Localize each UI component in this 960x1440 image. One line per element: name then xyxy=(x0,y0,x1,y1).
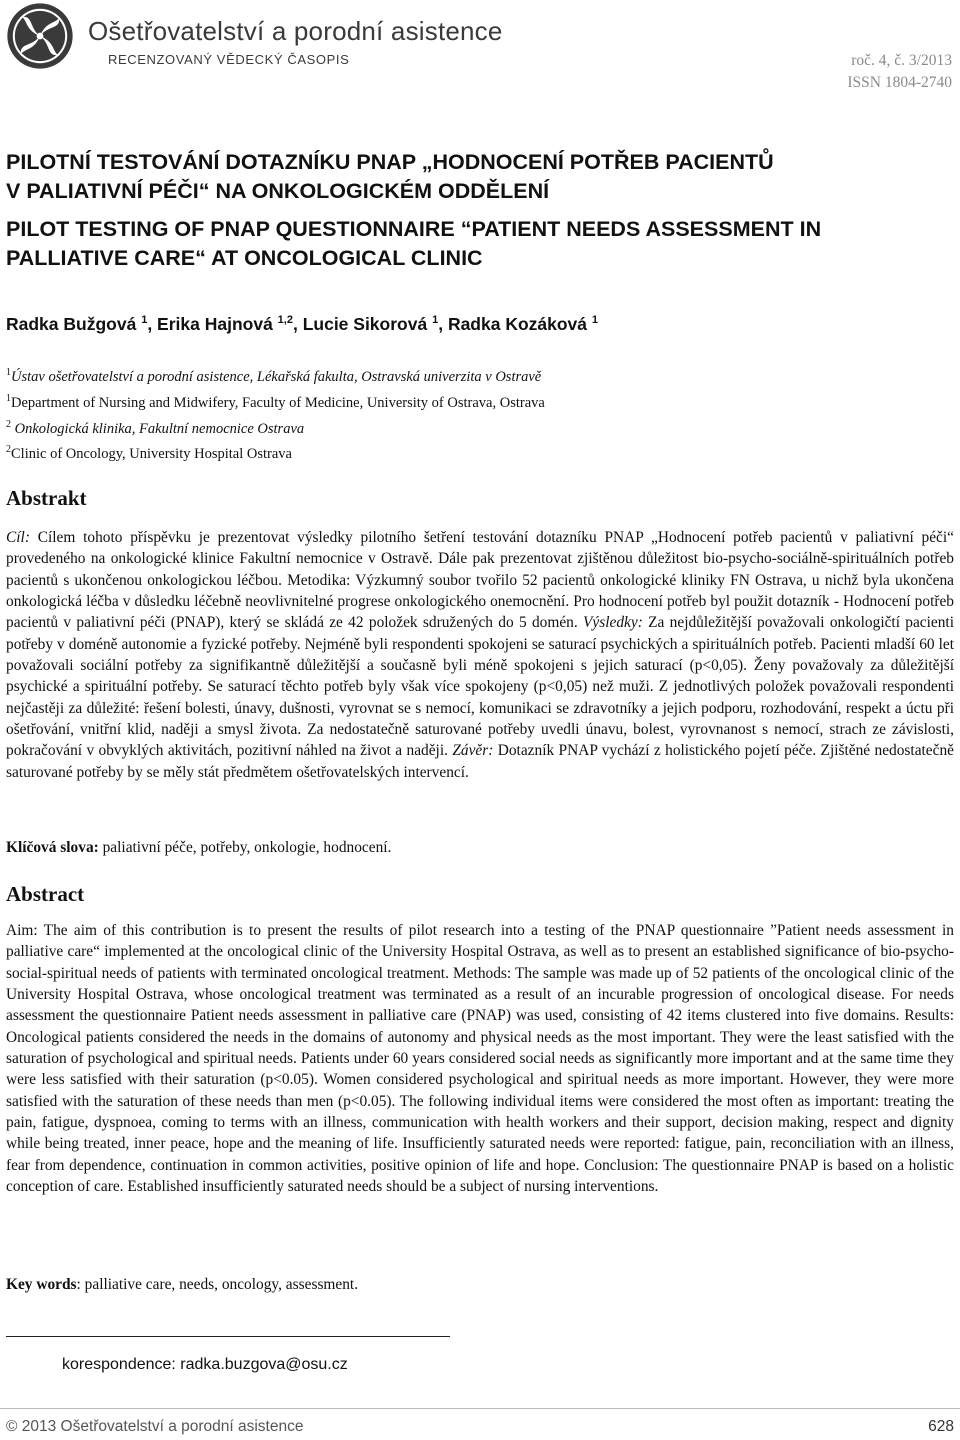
author: Radka Bužgová $^1$, xyxy=(6,314,158,334)
results-label: Výsledky: xyxy=(583,614,643,632)
author-list xyxy=(6,314,954,335)
affiliation: $^2$ Onkologická klinika, Fakultní nemocnice Ostrava xyxy=(6,418,305,437)
affiliations xyxy=(6,362,954,465)
abstrakt-heading: Abstrakt xyxy=(6,486,87,510)
keywords-czech: Klíčová slova: paliativní péče, potřeby, onkologie, hodnocení. xyxy=(6,839,392,856)
journal-logo-icon xyxy=(6,2,74,70)
issue-info xyxy=(847,50,952,94)
abstrakt-body xyxy=(6,527,954,783)
affiliation: $^2$Clinic of Oncology, University Hospital Ostrava xyxy=(6,444,292,463)
keywords-english: Key words: palliative care, needs, oncology, assessment. xyxy=(6,1276,359,1293)
journal-header xyxy=(6,2,956,94)
footnote-divider xyxy=(6,1336,450,1337)
footer-copyright: © 2013 Ošetřovatelství a porodní asistence xyxy=(6,1418,304,1435)
journal-subtitle: RECENZOVANÝ VĚDECKÝ ČASOPIS xyxy=(108,52,350,67)
aim-label: Cíl: xyxy=(6,529,30,546)
author: Lucie Sikorová $^1$, xyxy=(302,314,448,334)
methods-text: Výzkumný soubor tvořilo 52 pacientů onkologické kliniky FN Ostrava, u nichž byla ukončena onkologická léčba v důsledku léčebně neovlivnitelné progrese onkologického onemocnění. Pro hodnocení potřeb byl použit dotazník - Hodnocení potřeb pacientů v paliativní péči (PNAP), který se skládá ze 42 položek sdružených do 5 domén. xyxy=(6,571,954,632)
conclusion-label: Závěr: xyxy=(452,742,494,760)
correspondence: korespondence: radka.buzgova@osu.cz xyxy=(62,1356,348,1373)
aim-text: Cílem tohoto příspěvku je prezentovat výsledky pilotního šetření testování dotazníku PNAP „Hodnocení potřeb pacientů v paliativní péči“ provedeného na onkologické klinice Fakultní nemocnice v Ostravě. Dále pak prezentovat zjištěnou důležitost bio-psycho-sociálně-spirituálních potřeb pacientů s ukončenou onkologickou léčbou. xyxy=(6,529,954,589)
author: Erika Hajnová $^{1,2}$, xyxy=(157,314,303,334)
issn: ISSN 1804-2740 xyxy=(847,74,952,91)
affiliation: $^1$Department of Nursing and Midwifery, Faculty of Medicine, University of Ostrava, Ostrava xyxy=(6,392,545,411)
methods-label: Metodika: xyxy=(287,571,351,589)
abstract-body: Aim: The aim of this contribution is to present the results of pilot research into a testing of the PNAP questionnaire ”Patient needs assessment in palliative care“ implemented at the oncological clinic of the University Hospital Ostrava, as well as to present an established significance of bio-psycho-social-spiritual needs of patients with terminated oncological treatment. Methods: The sample was made up of 52 patients of the oncological clinic of the University Hospital Ostrava, whose oncological treatment was terminated as a result of an incurable progression of oncological disease. For needs assessment the questionnaire Patient needs assessment in palliative care (PNAP) was used, consisting of 42 items clustered into five domains. Results: Oncological patients considered the needs in the domains of autonomy and physical needs as the most important. They were the least satisfied with the saturation of psychological and spiritual needs. Patients under 60 years considered social needs as significantly more important and at the same time they were less satisfied with their saturation (p<0.05). Women considered psychological and spiritual needs as more important. However, they were more satisfied with the saturation of these needs than men (p<0.05). The following individual items were considered the most often as important: treating the pain, fatigue, dyspnoea, coming to terms with an illness, communication with health workers and their support, decision making, respect and dignity while being treated, inner peace, hope and the meaning of life. Insufficiently saturated needs were reported: fatigue, pain, reconciliation with an illness, fear from dependence, continuation in common activities, positive opinion of life and hope. Conclusion: The questionnaire PNAP is based on a holistic conception of care. Established insufficiently saturated needs should be a subject of nursing interventions. xyxy=(6,922,954,1196)
title-english: PILOT TESTING OF PNAP QUESTIONNAIRE “PATIENT NEEDS ASSESSMENT IN PALLIATIVE CARE“ AT ONCOLOGICAL CLINIC xyxy=(6,217,822,270)
issue-number: roč. 4, č. 3/2013 xyxy=(851,52,952,69)
results-text: Za nejdůležitější považovali onkologičtí pacienti potřeby v doméně autonomie a fyzické potřeby. Nejméně byli respondenti spokojeni se saturací psychických a spirituálních potřeb. Pacienti mladší 60 let považovali sociální potřeby za signifikantně důležitější a současně byli méně spokojeni s jejich saturací (p<0,05). Ženy považovaly za důležitější psychické a spirituální potřeby. Se saturací těchto potřeb byly však více spokojeny (p<0,05) než muži. Z jednotlivých položek považovali respondenti nejčastěji za důležité: řešení bolesti, únavy, dušnosti, vyrovnat se s nemocí, komunikaci se zdravotníky a jejich podporu, rozhodování, respekt a úctu při ošetřování, vnitřní klid, naději a smysl života. Za nedostatečně saturované potřeby uvedli únavu, bolest, vyrovnanost s nemocí, strach ze závislosti, pokračování v obvyklých aktivitách, pozitivní náhled na život a naději. xyxy=(6,614,954,760)
journal-name: Ošetřovatelství a porodní asistence xyxy=(88,16,503,46)
conclusion-text: Dotazník PNAP vychází z holistického pojetí péče. Zjištěné nedostatečně saturované potřeby by se měly stát předmětem ošetřovatelských intervencí. xyxy=(6,742,954,781)
article-title xyxy=(6,148,954,273)
author: Radka Kozáková $^1$ xyxy=(447,314,599,334)
title-czech: PILOTNÍ TESTOVÁNÍ DOTAZNÍKU PNAP „HODNOCENÍ POTŘEB PACIENTŮ V PALIATIVNÍ PÉČI“ NA ONKOLOGICKÉM ODDĚLENÍ xyxy=(6,150,774,203)
page-number: 628 xyxy=(928,1418,954,1435)
footer-divider xyxy=(0,1408,960,1409)
affiliation: $^1$Ústav ošetřovatelství a porodní asistence, Lékařská fakulta, Ostravská univerzita v Ostravě xyxy=(6,367,542,385)
abstract-heading: Abstract xyxy=(6,882,85,906)
